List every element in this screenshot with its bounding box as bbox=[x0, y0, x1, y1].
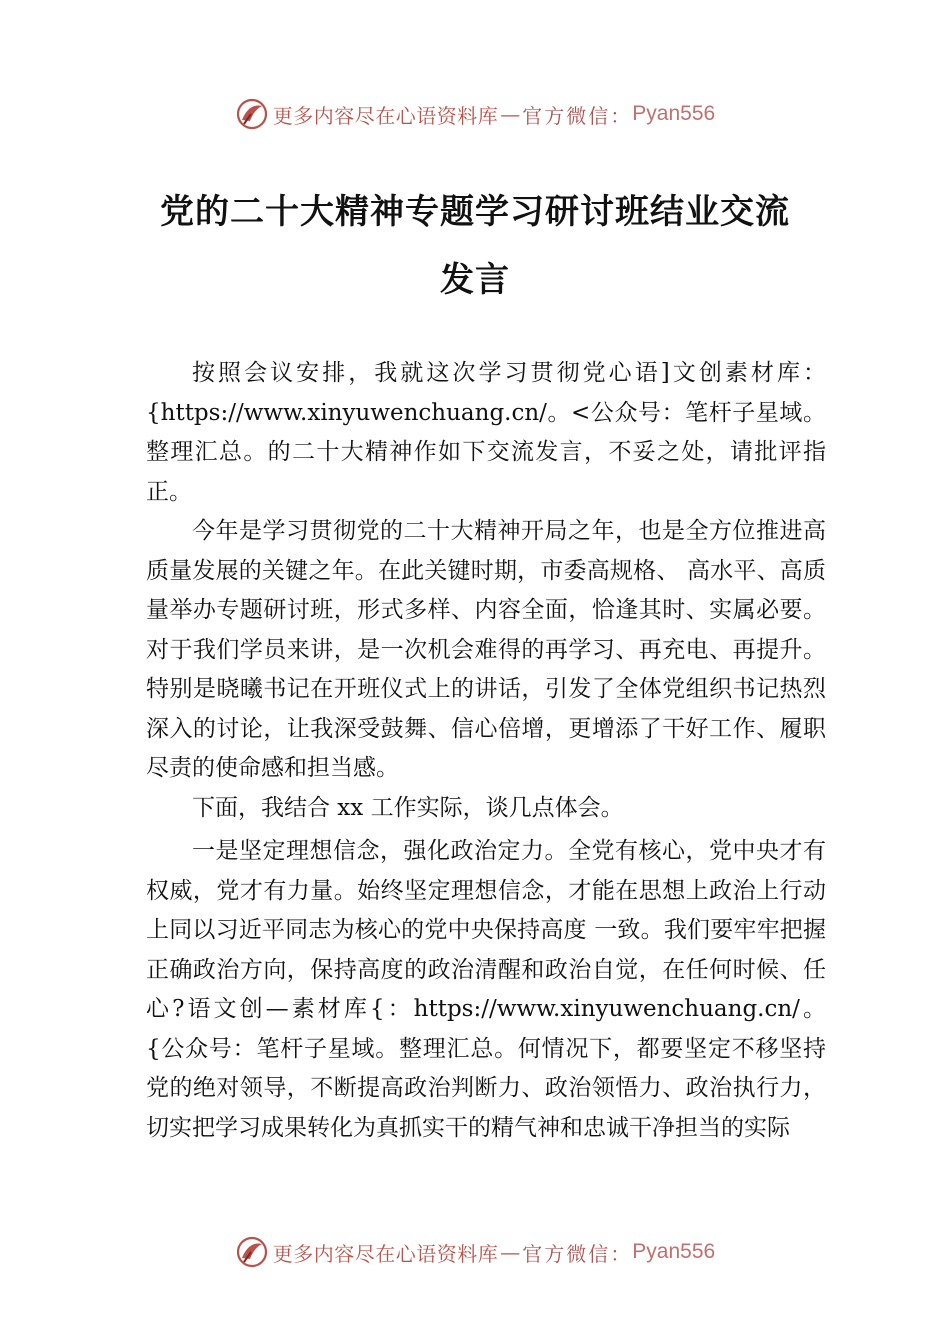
wechat-label: 官方微信： bbox=[522, 103, 633, 128]
document-title bbox=[100, 178, 850, 314]
watermark-text: 更多内容尽在心语资料库 bbox=[272, 1241, 499, 1266]
paragraph: 一是坚定理想信念，强化政治定力。全党有核心，党中央才有权威，党才有力量。始终坚定理想信念，才能在思想上政治上行动上同以习近平同志为核心的党中央保持高度 一致。我们要牢牢把握正确政治方向，保持高度的政治清醒和政治自觉，在任何时候、任心?语文创—素材库{：https://www.xinyuwenchuang.cn/。{公众号：笔杆子星域。整理汇总。何情况下，都要坚定不移坚持党的绝对领导，不断提高政治判断力、政治领悟力、政治执行力，切实把学习成果转化为真抓实干的精气神和忠诚干净担当的实际 bbox=[146, 838, 826, 1141]
watermark-text: 更多内容尽在心语资料库 bbox=[272, 103, 499, 128]
document-body bbox=[146, 354, 826, 1148]
watermark-separator: — bbox=[500, 102, 521, 126]
wechat-id: Pyan556 bbox=[632, 102, 716, 125]
wechat-label: 官方微信： bbox=[522, 1241, 633, 1266]
watermark-separator: — bbox=[500, 1240, 521, 1264]
paragraph: 按照会议安排，我就这次学习贯彻党心语]文创素材库：{https://www.xinyuwenchuang.cn/。<公众号：笔杆子星域。整理汇总。的二十大精神作如下交流发言，不妥之处，请批评指正。 bbox=[146, 360, 826, 505]
paragraph: 下面，我结合 xx 工作实际，谈几点体会。 bbox=[192, 794, 624, 821]
wechat-id: Pyan556 bbox=[632, 1240, 716, 1263]
pen-logo-icon bbox=[235, 97, 269, 131]
header-watermark bbox=[0, 94, 950, 134]
pen-logo-icon bbox=[235, 1235, 269, 1269]
footer-watermark bbox=[0, 1232, 950, 1272]
title-line-1: 党的二十大精神专题学习研讨班结业交流 bbox=[160, 192, 790, 232]
title-line-2: 发言 bbox=[440, 260, 510, 300]
paragraph: 今年是学习贯彻党的二十大精神开局之年，也是全方位推进高质量发展的关键之年。在此关键时期，市委高规格、 高水平、高质量举办专题研讨班，形式多样、内容全面，恰逢其时、实属必要。对于我们学员来讲，是一次机会难得的再学习、再充电、再提升。特别是晓曦书记在开班仪式上的讲话，引发了全体党组织书记热烈深入的讨论，让我深受鼓舞、信心倍增，更增添了干好工作、履职尽责的使命感和担当感。 bbox=[146, 518, 826, 781]
